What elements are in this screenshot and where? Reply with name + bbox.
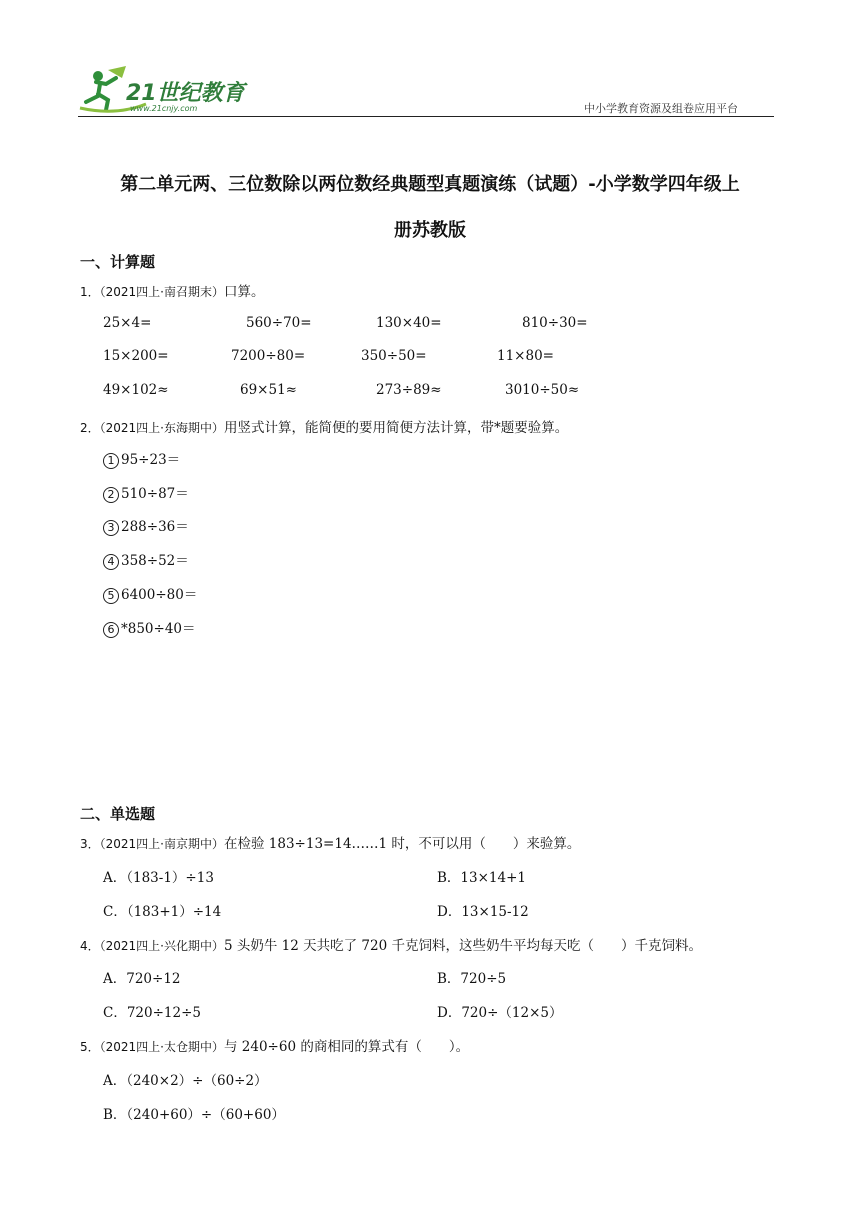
question-number: 5．	[80, 1040, 100, 1054]
question-text: 与 240÷60 的商相同的算式有（ ）。	[224, 1039, 470, 1055]
vertical-calc-item	[103, 549, 189, 570]
section-heading-single-choice: 二、单选题	[80, 805, 156, 823]
option-c[interactable]: C．（183+1）÷14	[103, 904, 222, 920]
oral-calc-item: 560÷70=	[246, 315, 312, 331]
option-b[interactable]: B．（240+60）÷（60+60）	[103, 1107, 285, 1123]
question-4	[80, 934, 702, 954]
oral-calc-item: 25×4=	[103, 315, 152, 331]
section-heading-calculation: 一、计算题	[80, 253, 156, 271]
vertical-calc-item	[103, 583, 197, 604]
option-b[interactable]: B．720÷5	[437, 971, 507, 987]
page-title-line-1: 第二单元两、三位数除以两位数经典题型真题演练（试题）-小学数学四年级上	[120, 174, 740, 195]
question-text: 5 头奶牛 12 天共吃了 720 千克饲料，这些奶牛平均每天吃（ ）千克饲料。	[224, 938, 702, 954]
page-title-line-2: 册苏教版	[394, 220, 466, 241]
question-source: （2021四上·南召期末）	[99, 285, 224, 299]
question-number: 4．	[80, 939, 100, 953]
option-c[interactable]: C．720÷12÷5	[103, 1005, 201, 1021]
question-source: （2021四上·南京期中）	[99, 837, 224, 851]
oral-calc-item: 69×51≈	[240, 382, 297, 398]
calc-expression: 358÷52＝	[121, 553, 189, 569]
circled-number: 3	[103, 520, 119, 536]
option-a[interactable]: A．（240×2）÷（60÷2）	[103, 1073, 268, 1089]
calc-expression: *850÷40＝	[121, 621, 196, 637]
question-text: 用竖式计算，能简便的要用简便方法计算，带*题要验算。	[224, 420, 569, 436]
question-number: 3．	[80, 837, 100, 851]
question-text: 在检验 183÷13=14……1 时，不可以用（ ）来验算。	[224, 836, 581, 852]
logo-text: 21世纪教育	[126, 81, 245, 106]
question-2	[80, 416, 568, 436]
option-d[interactable]: D．720÷（12×5）	[437, 1005, 563, 1021]
circled-number: 2	[103, 487, 119, 503]
logo-url: www.21cnjy.com	[130, 104, 198, 113]
oral-calc-item: 7200÷80=	[231, 348, 306, 364]
oral-calc-item: 15×200=	[103, 348, 169, 364]
question-source: （2021四上·兴化期中）	[99, 939, 224, 953]
option-a[interactable]: A．（183-1）÷13	[103, 870, 214, 886]
circled-number: 4	[103, 554, 119, 570]
question-number: 2．	[80, 421, 100, 435]
question-source: （2021四上·太仓期中）	[99, 1040, 224, 1054]
vertical-calc-item	[103, 448, 180, 469]
circled-number: 1	[103, 453, 119, 469]
oral-calc-item: 350÷50=	[361, 348, 427, 364]
oral-calc-item: 810÷30=	[522, 315, 588, 331]
question-5	[80, 1035, 469, 1055]
question-3	[80, 832, 580, 852]
header-tagline: 中小学教育资源及组卷应用平台	[584, 102, 738, 115]
calc-expression: 95÷23＝	[121, 452, 181, 468]
calc-expression: 6400÷80＝	[121, 587, 198, 603]
vertical-calc-item	[103, 617, 196, 638]
question-text: 口算。	[224, 284, 265, 300]
site-logo	[76, 64, 256, 118]
oral-calc-item: 49×102≈	[103, 382, 169, 398]
question-1	[80, 280, 265, 300]
oral-calc-item: 130×40=	[376, 315, 442, 331]
vertical-calc-item	[103, 482, 189, 503]
question-number: 1．	[80, 285, 100, 299]
oral-calc-item: 3010÷50≈	[505, 382, 580, 398]
calc-expression: 288÷36＝	[121, 519, 189, 535]
vertical-calc-item	[103, 515, 189, 536]
oral-calc-item: 273÷89≈	[376, 382, 442, 398]
circled-number: 6	[103, 622, 119, 638]
calc-expression: 510÷87＝	[121, 486, 189, 502]
option-b[interactable]: B．13×14+1	[437, 870, 526, 886]
header-divider	[78, 116, 774, 117]
oral-calc-item: 11×80=	[497, 348, 554, 364]
circled-number: 5	[103, 588, 119, 604]
question-source: （2021四上·东海期中）	[99, 421, 224, 435]
option-a[interactable]: A．720÷12	[103, 971, 181, 987]
option-d[interactable]: D．13×15-12	[437, 904, 529, 920]
